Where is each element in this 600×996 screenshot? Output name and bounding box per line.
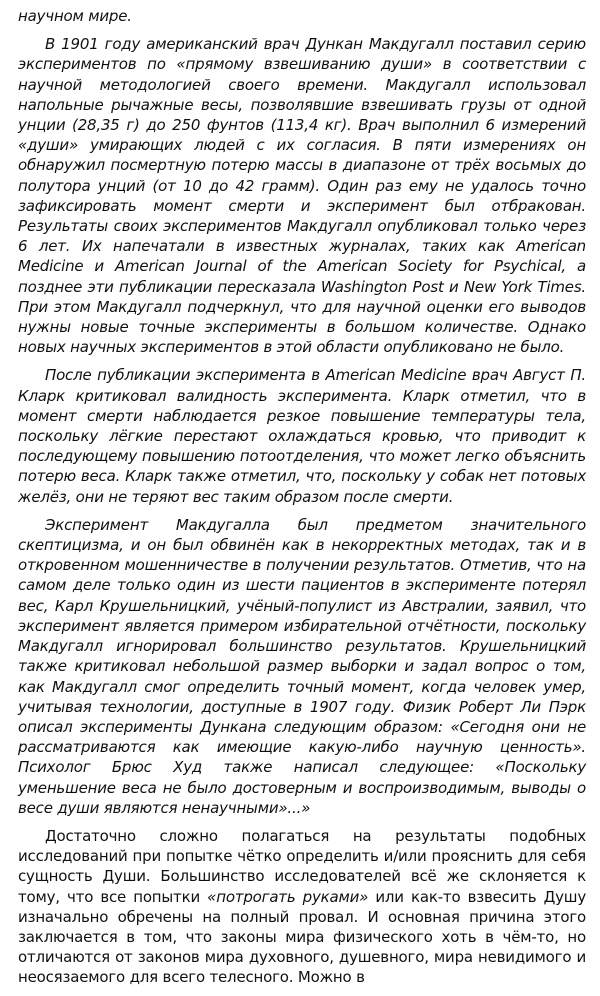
paragraph-macdougall-experiment: В 1901 году американский врач Дункан Макдугалл поставил серию экспериментов по «прямому взвешиванию души» в соответствии с научной методологией своего времени. Макдугалл использовал напольные рычажные весы, позволявшие взвешивать грузы от одной унции (28,35 г) до 250 фунтов (113,4 кг). Врач выполнил 6 измерений «души» умирающих людей с их согласия. В пяти измерениях он обнаружил посмертную потерю массы в диапазоне от трёх восьмых до полутора унций (от 10 до 42 грамм). Один раз ему не удалось точно зафиксировать момент смерти и эксперимент был отбракован. Результаты своих экспериментов Макдугалл опубликовал только через 6 лет. Их напечатали в известных журналах, таких как American Medicine и American Journal of the American Society for Psychical, а позднее эти публикации пересказала Washington Post и New York Times. При этом Макдугалл подчеркнул, что для научной оценки его выводов нужны новые точные эксперименты в большом количестве. Однако новых научных экспериментов в этой области опубликовано не было. <box>18 35 586 357</box>
conclusion-text-before: Достаточно сложно полагаться на результаты подобных исследований при попытке чётко определить и/или прояснить для себя сущность Души. Большинство исследователей всё же склоняется к тому, что все попытки <box>18 826 586 906</box>
paragraph-continuation: научном мире. <box>18 7 132 25</box>
paragraph-skepticism: Эксперимент Макдугалла был предметом значительного скептицизма, и он был обвинён как в некорректных методах, так и в откровенном мошенничестве в получении результатов. Отметив, что на самом деле только один из шести пациентов в эксперименте потерял вес, Карл Крушельницкий, учёный-популист из Австралии, заявил, что эксперимент является примером избирательной отчётности, поскольку Макдугалл игнорировал большинство результатов. Крушельницкий также критиковал небольшой размер выборки и задал вопрос о том, как Макдугалл смог определить точный момент, когда человек умер, учитывая технологии, доступные в 1907 году. Физик Роберт Ли Пэрк описал эксперименты Дункана следующим образом: «Сегодня они не рассматриваются как имеющие какую-либо научную ценность». Психолог Брюс Худ также написал следующее: «Поскольку уменьшение веса не было достоверным и воспроизводимым, выводы о весе души являются ненаучными»...» <box>18 515 586 817</box>
paragraph-conclusion <box>18 826 586 988</box>
conclusion-text-after: или как-то взвесить Душу изначально обречены на полный провал. И основная причина этого заключается в том, что законы мира физического хоть в чём-то, но отличаются от законов мира духовного, душевного, мира невидимого и неосязаемого для всего телесного. Можно в <box>18 887 586 987</box>
paragraph-clarke-criticism: После публикации эксперимента в American Medicine врач Август П. Кларк критиковал валидность эксперимента. Кларк отметил, что в момент смерти наблюдается резкое повышение температуры тела, поскольку лёгкие перестают охлаждаться кровью, что приводит к последующему повышению потоотделения, что может легко объяснить потерю веса. Кларк также отметил, что, поскольку у собак нет потовых желёз, они не теряют вес таким образом после смерти. <box>18 366 586 506</box>
conclusion-emphasis: «потрогать руками» <box>207 887 369 906</box>
document-page <box>18 6 586 996</box>
